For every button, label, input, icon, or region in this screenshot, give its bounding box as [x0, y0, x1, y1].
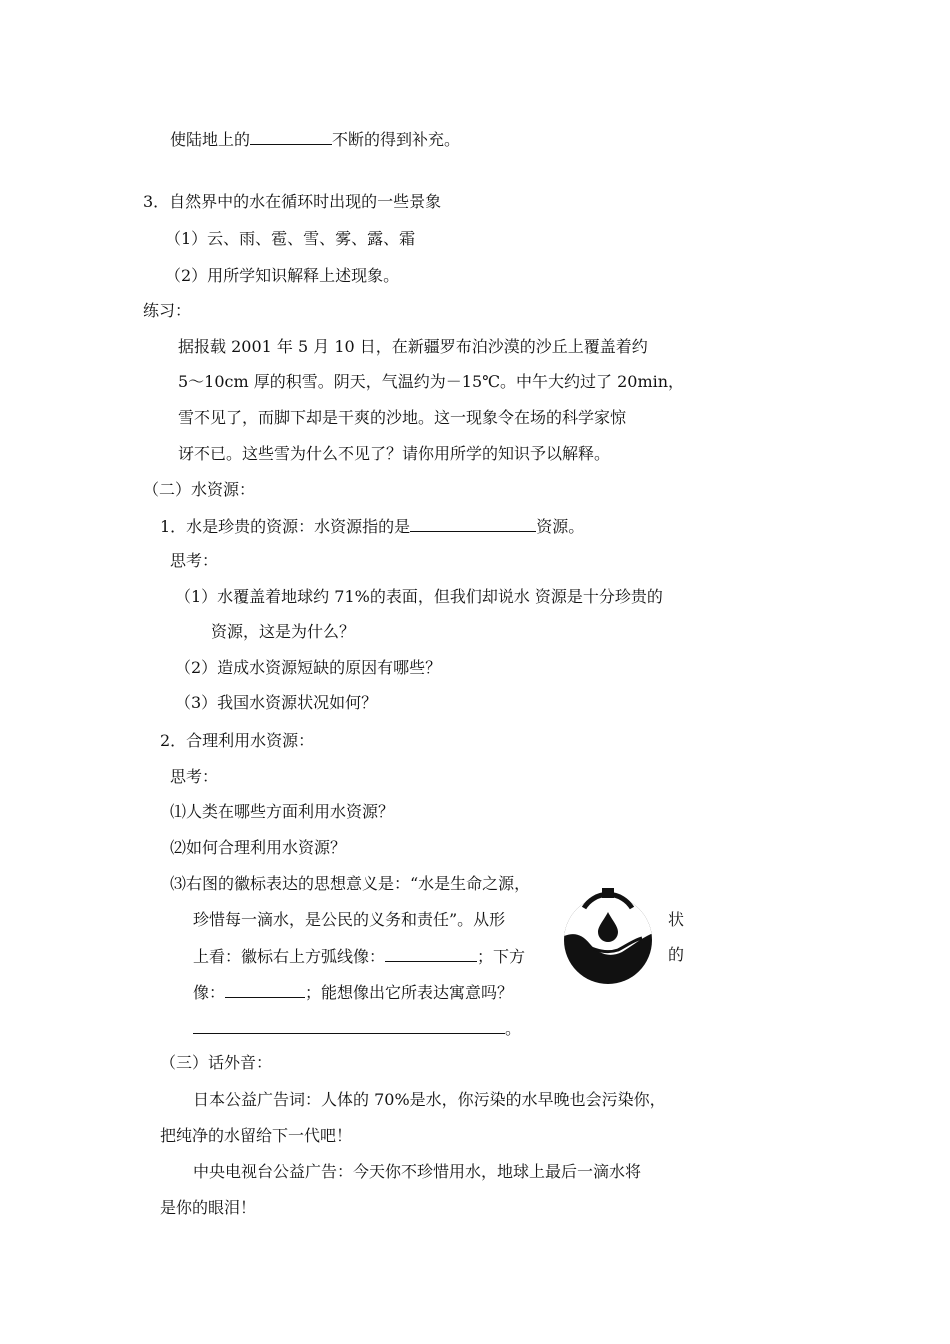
- exercise-text: 讶不已。这些雪为什么不见了？请你用所学的知识予以解释。: [178, 444, 611, 463]
- text-segment: 上看：徽标右上方弧线像：: [193, 947, 386, 966]
- fill-in-blank: [250, 127, 332, 145]
- water-conservation-emblem: [560, 888, 656, 984]
- question: ⑶右图的徽标表达的思想意义是：“水是生命之源，: [170, 874, 531, 893]
- text-line: 把纯净的水留给下一代吧！: [160, 1126, 353, 1145]
- question-tail: 状: [668, 910, 685, 929]
- section-heading: （二）水资源：: [143, 480, 256, 499]
- exercise-text: 5～10cm 厚的积雪。阴天，气温约为－15℃。中午大约过了 20min，: [178, 372, 685, 391]
- question-tail: 的: [668, 945, 685, 964]
- text-segment: ；能想像出它所表达寓意吗？: [305, 983, 514, 1002]
- question: ⑴人类在哪些方面利用水资源？: [170, 802, 395, 821]
- think-label: 思考：: [170, 551, 219, 570]
- question: ⑵如何合理利用水资源？: [170, 838, 347, 857]
- text-segment: 1．水是珍贵的资源：水资源指的是: [160, 517, 411, 536]
- text-line: [160, 514, 584, 538]
- fill-in-blank: [193, 1016, 505, 1034]
- text-segment: 不断的得到补充。: [332, 130, 461, 149]
- text-segment: 使陆地上的: [170, 130, 251, 149]
- exercise-text: 据报载 2001 年 5 月 10 日，在新疆罗布泊沙漠的沙丘上覆盖着约: [178, 337, 648, 356]
- text-segment: 资源。: [536, 517, 585, 536]
- fill-in-blank: [385, 944, 477, 962]
- text-line: 日本公益广告词：人体的 70%是水，你污染的水早晚也会污染你，: [193, 1090, 666, 1109]
- text-line: [170, 127, 460, 151]
- question: [193, 980, 513, 1004]
- think-label: 思考：: [170, 767, 219, 786]
- question: [193, 944, 525, 968]
- question: （2）造成水资源短缺的原因有哪些？: [175, 658, 442, 677]
- question: （3）我国水资源状况如何？: [175, 693, 378, 712]
- section-heading: （三）话外音：: [160, 1053, 273, 1072]
- text-line: 中央电视台公益广告：今天你不珍惜用水，地球上最后一滴水将: [193, 1162, 642, 1181]
- text-segment: 像：: [193, 983, 226, 1002]
- exercise-text: 雪不见了，而脚下却是干爽的沙地。这一现象令在场的科学家惊: [178, 408, 627, 427]
- question: （1）水覆盖着地球约 71%的表面，但我们却说水 资源是十分珍贵的: [175, 587, 663, 606]
- question: 资源，这是为什么？: [211, 622, 356, 641]
- section-item: 3．自然界中的水在循环时出现的一些景象: [143, 192, 442, 211]
- text-line: （2）用所学知识解释上述现象。: [165, 266, 400, 285]
- text-line: 是你的眼泪！: [160, 1198, 257, 1217]
- text-segment: ；下方: [477, 947, 526, 966]
- section-item: 2．合理利用水资源：: [160, 731, 315, 750]
- fill-in-blank: [225, 980, 305, 998]
- fill-in-blank: [410, 514, 536, 532]
- answer-line: [193, 1016, 521, 1040]
- text-segment: 。: [505, 1019, 522, 1038]
- text-line: （1）云、雨、雹、雪、雾、露、霜: [165, 229, 416, 248]
- exercise-heading: 练习：: [143, 301, 192, 320]
- question: 珍惜每一滴水，是公民的义务和责任”。从形: [193, 910, 506, 929]
